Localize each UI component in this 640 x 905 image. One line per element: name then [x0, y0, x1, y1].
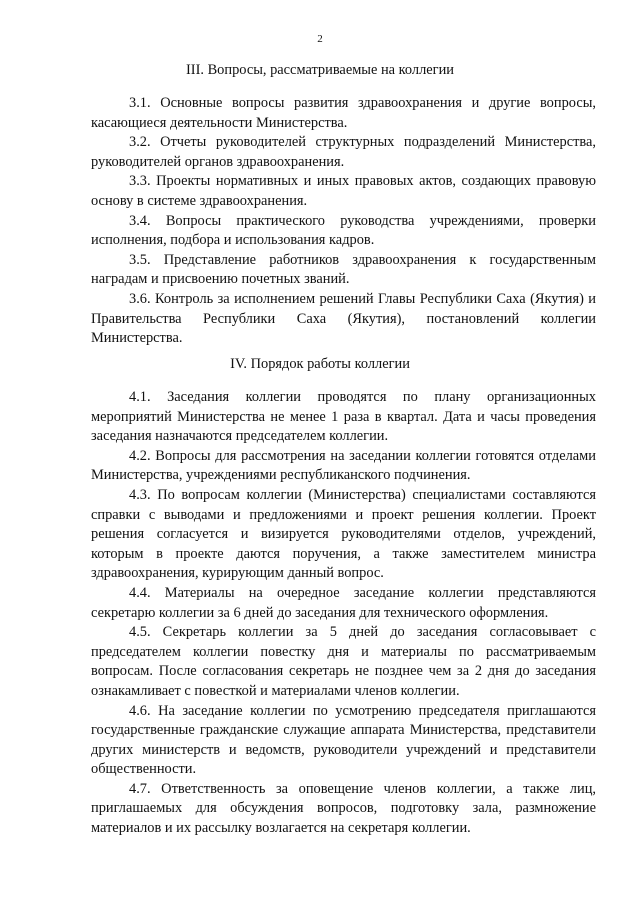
page-number: 2: [317, 33, 323, 45]
paragraph-4-4: 4.4. Материалы на очередное заседание коллегии представляются секретарю коллегии за 6 дней до заседания для технического оформления.: [91, 584, 596, 621]
paragraph-4-1: 4.1. Заседания коллегии проводятся по плану организационных мероприятий Министерства не менее 1 раза в квартал. Дата и часы проведения заседания назначаются председателем коллегии.: [91, 389, 596, 445]
paragraph-3-5: 3.5. Представление работников здравоохранения к государственным наградам и присвоению почетных званий.: [91, 251, 596, 288]
paragraph-4-6: 4.6. На заседание коллегии по усмотрению председателя приглашаются государственные гражданские служащие аппарата Министерства, представители других министерств и ведомств, руководители учреждений и представители общественности.: [91, 702, 596, 778]
paragraph-4-2: 4.2. Вопросы для рассмотрения на заседании коллегии готовятся отделами Министерства, учреждениями республиканского подчинения.: [91, 447, 596, 484]
paragraph-3-3: 3.3. Проекты нормативных и иных правовых актов, создающих правовую основу в системе здравоохранения.: [91, 173, 596, 209]
paragraph-3-1: 3.1. Основные вопросы развития здравоохранения и другие вопросы, касающиеся деятельности Министерства.: [91, 95, 596, 131]
paragraph-3-2: 3.2. Отчеты руководителей структурных подразделений Министерства, руководителей органов здравоохранения.: [91, 134, 596, 170]
section-3-body: [91, 94, 596, 349]
paragraph-4-5: 4.5. Секретарь коллегии за 5 дней до заседания согласовывает с председателем коллегии повестку дня и материалы по рассматриваемым вопросам. После согласования секретарь не позднее чем за 2 дня до заседания ознакамливает с повесткой и материалами членов коллегии.: [91, 624, 596, 699]
paragraph-4-3: 4.3. По вопросам коллегии (Министерства) специалистами составляются справки с выводами и предложениями и проект решения коллегии. Проект решения согласуется и визируется руководителями отделов, учреждений, которым в проекте даются поручения, а также заместителем министра здравоохранения, курирующим данный вопрос.: [91, 486, 596, 582]
section-4-body: [91, 388, 596, 839]
paragraph-4-7: 4.7. Ответственность за оповещение членов коллегии, а также лиц, приглашаемых для обсуждения вопросов, подготовку зала, размножение материалов и их рассылку возлагается на секретаря коллегии.: [91, 780, 596, 837]
section-3-title: III. Вопросы, рассматриваемые на коллегии: [186, 62, 454, 78]
paragraph-3-6: 3.6. Контроль за исполнением решений Главы Республики Саха (Якутия) и Правительства Республики Саха (Якутия), постановлений коллегии Министерства.: [91, 290, 596, 347]
section-4-title: IV. Порядок работы коллегии: [230, 356, 410, 372]
paragraph-3-4: 3.4. Вопросы практического руководства учреждениями, проверки исполнения, подбора и использования кадров.: [91, 212, 596, 249]
